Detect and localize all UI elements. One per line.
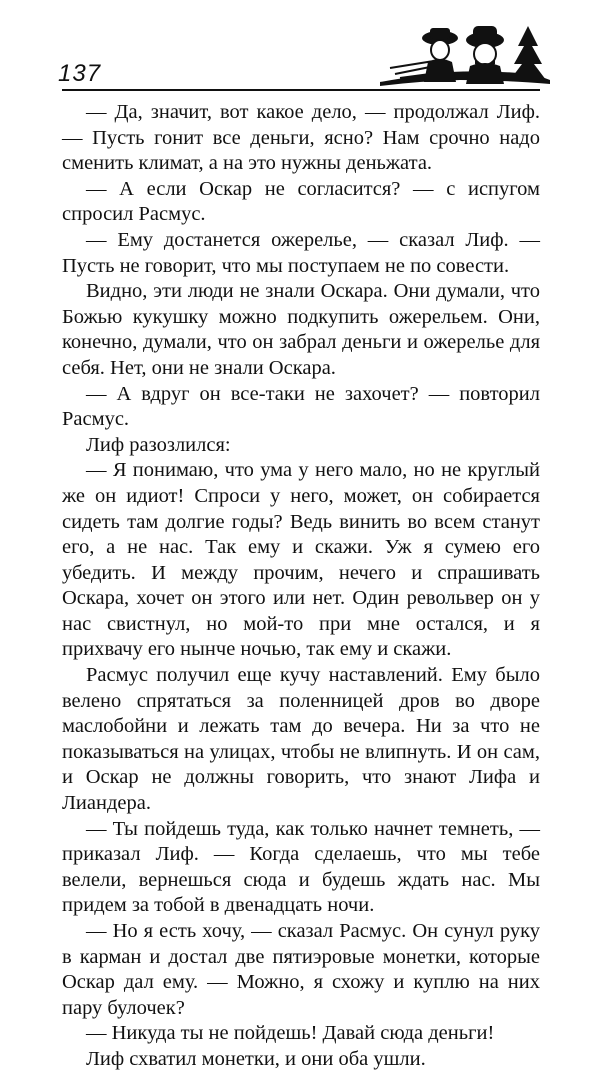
header-illustration <box>380 20 550 90</box>
page-number: 137 <box>58 60 102 87</box>
hat-crown-right <box>473 26 497 41</box>
hat-crown-left <box>430 28 450 39</box>
body-left <box>424 59 456 82</box>
header-rule <box>62 89 540 91</box>
paragraph: Видно, эти люди не знали Оскара. Они думали, что Божью кукушку можно подкупить ожерельем. Они, конечно, думали, что он забрал деньги и ожерелье для себя. Нет, они не знали Оскара. <box>62 280 540 379</box>
paragraph: — А вдруг он все-таки не захочет? — повторил Расмус. <box>62 382 540 431</box>
paragraph: Лиф схватил монетки, и они оба ушли. <box>86 1047 426 1070</box>
paragraph: — Никуда ты не пойдешь! Давай сюда деньги! <box>86 1022 495 1045</box>
tree <box>510 26 546 80</box>
face-left <box>431 40 449 60</box>
paragraph: — Но я есть хочу, — сказал Расмус. Он сунул руку в карман и достал две пятиэровые монетки, которые Оскар дал ему. — Можно, я схожу и куплю на них пару булочек? <box>62 920 540 1019</box>
paragraph: Лиф разозлился: <box>86 433 231 456</box>
paragraph: — Я понимаю, что ума у него мало, но не круглый же он идиот! Спроси у него, может, он собирается сидеть там долгие годы? Ведь винить во всем станут его, а не нас. Так ему и скажи. Уж я сумею его убедить. И между прочим, нечего и спрашивать Оскара, хочет он этого или нет. Один револьвер он у нас свистнул, но мой-то при мне остался, и я прихвачу его нынче ночью, так ему и скажи. <box>62 459 540 661</box>
paragraph: Расмус получил еще кучу наставлений. Ему было велено спрятаться за поленницей дров во дворе маслобойни и лежать там до вечера. Ни за что не показываться на улицах, чтобы не влипнуть. И он сам, и Оскар не должны говорить, что знают Лифа и Лиандера. <box>62 664 540 815</box>
paragraph: — Да, значит, вот какое дело, — продолжал Лиф. — Пусть гонит все деньги, ясно? Нам срочно надо сменить климат, а на это нужны деньжата. <box>62 101 540 175</box>
body-text <box>62 100 540 1073</box>
body-right <box>466 63 504 84</box>
paragraph: — Ты пойдешь туда, как только начнет темнеть, — приказал Лиф. — Когда сделаешь, что мы тебе велели, вернешься сюда и будешь ждать нас. Мы придем за тобой в двенадцать ночи. <box>62 817 540 917</box>
paragraph: — Ему достанется ожерелье, — сказал Лиф. — Пусть не говорит, что мы поступаем не по совести. <box>62 228 540 277</box>
paragraph: — А если Оскар не согласится? — с испугом спросил Расмус. <box>62 177 540 226</box>
